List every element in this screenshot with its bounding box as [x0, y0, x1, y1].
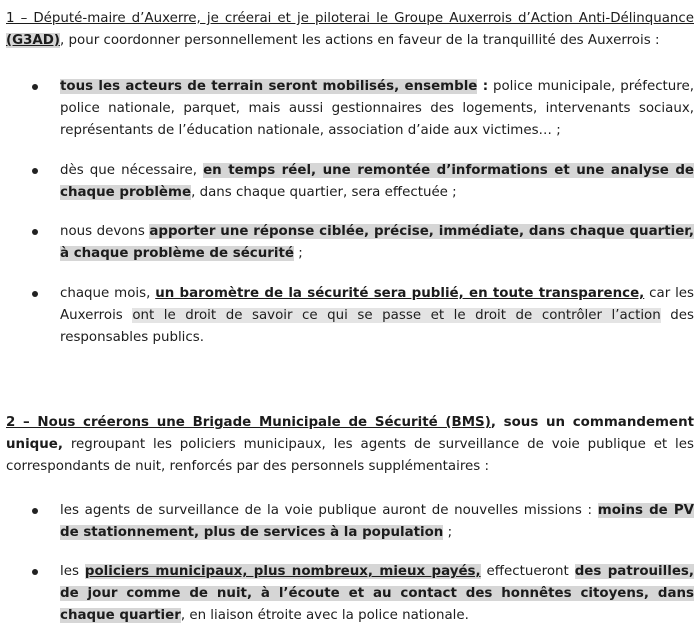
- bold-colon: :: [477, 79, 489, 94]
- bullet-text: les: [60, 564, 85, 579]
- bullet-text: , dans chaque quartier, sera effectuée ;: [191, 185, 457, 200]
- section1-intro: [6, 8, 694, 52]
- bullet-text: dès que nécessaire,: [60, 163, 204, 178]
- section1-intro-text: , pour coordonner personnellement les actions en faveur de la tranquillité des Auxerrois :: [60, 33, 660, 48]
- section2-heading-bold: , sous un commandement unique,: [6, 415, 694, 452]
- bullet-text: nous devons: [60, 224, 150, 239]
- highlighted-text: des patrouilles, de jour comme de nuit, à l’écoute et au contact des honnêtes citoyens, dans chaque quartier: [60, 564, 694, 623]
- bullet-dot-icon: [32, 84, 38, 90]
- bullet-text: des responsables publics.: [60, 308, 694, 345]
- highlighted-text: en temps réel, une remontée d’informations et une analyse de chaque problème: [60, 163, 694, 200]
- bullet-text: ;: [443, 525, 453, 540]
- section2-intro: [6, 412, 694, 478]
- bullet-text: car les Auxerrois: [60, 286, 695, 323]
- bullet-text: ;: [293, 246, 303, 261]
- bullet-dot-icon: [32, 508, 38, 514]
- highlighted-text: tous les acteurs de terrain seront mobilisés, ensemble: [60, 79, 478, 94]
- section1-acronym: (G3AD): [6, 33, 61, 48]
- bullet-text: , en liaison étroite avec la police nationale.: [180, 608, 469, 623]
- list-item: [60, 283, 694, 349]
- list-item: [60, 561, 694, 627]
- soft-highlighted-text: ont le droit de savoir ce qui se passe et le droit de contrôler l’action: [132, 308, 661, 323]
- list-item: [60, 76, 694, 142]
- bullet-dot-icon: [32, 291, 38, 297]
- bullet-text: effectueront: [480, 564, 575, 579]
- section1-heading: 1 – Député-maire d’Auxerre, je créerai et je piloterai le Groupe Auxerrois d’Action Anti-Délinquance: [6, 11, 694, 26]
- bullet-dot-icon: [32, 569, 38, 575]
- bullet-dot-icon: [32, 168, 38, 174]
- bullet-text: chaque mois,: [60, 286, 156, 301]
- bullet-text: police municipale, préfecture, police nationale, parquet, mais aussi gestionnaires des logements, intervenants sociaux, représentants de l’éducation nationale, association d’aide aux victimes… ;: [60, 79, 694, 138]
- bullet-dot-icon: [32, 229, 38, 235]
- section2-heading: 2 – Nous créerons une Brigade Municipale de Sécurité (BMS): [6, 415, 491, 430]
- bullet-text: les agents de surveillance de la voie publique auront de nouvelles missions :: [60, 503, 598, 518]
- underlined-highlighted-text: policiers municipaux, plus nombreux, mieux payés,: [84, 564, 481, 579]
- section2-intro-text: regroupant les policiers municipaux, les agents de surveillance de voie publique et les correspondants de nuit, renforcés par des personnels supplémentaires :: [6, 437, 694, 474]
- list-item: [60, 160, 694, 204]
- underlined-text: un baromètre de la sécurité sera publié, en toute transparence,: [155, 286, 645, 301]
- highlighted-text: moins de PV de stationnement, plus de services à la population: [60, 503, 694, 540]
- list-item: [60, 500, 694, 544]
- list-item: [60, 221, 694, 265]
- highlighted-text: apporter une réponse ciblée, précise, immédiate, dans chaque quartier, à chaque problème de sécurité: [60, 224, 694, 261]
